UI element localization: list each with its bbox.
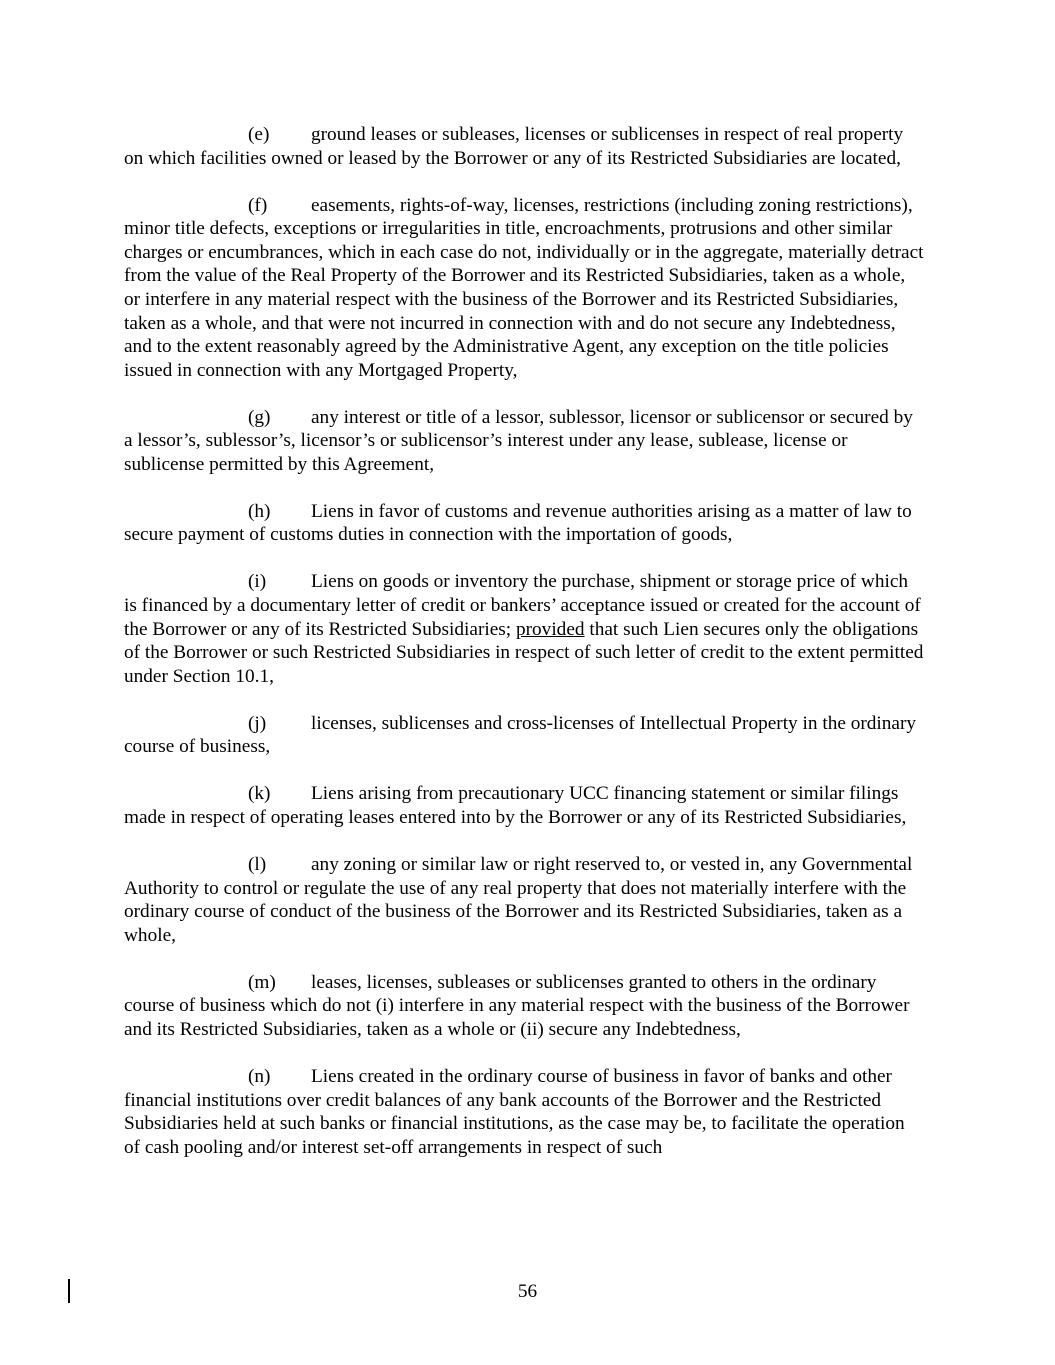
clause-i — [124, 570, 924, 688]
clause-marker: (n) — [248, 1065, 271, 1087]
clause-e — [124, 123, 924, 170]
clause-text: easements, rights-of-way, licenses, restrictions (including zoning restrictions), minor title defects, exceptions or irregularities in title, encroachments, protrusions and other similar charges or encumbrances, which in each case do not, individually or in the aggregate, materially detract from the value of the Real Property of the Borrower and its Restricted Subsidiaries, taken as a whole, or interfere in any material respect with the business of the Borrower and its Restricted Subsidiaries, taken as a whole, and that were not incurred in connection with and do not secure any Indebtedness, and to the extent reasonably agreed by the Administrative Agent, any exception on the title policies issued in connection with any Mortgaged Property, — [124, 194, 924, 381]
clause-text: any interest or title of a lessor, sublessor, licensor or sublicensor or secured by a lessor’s, sublessor’s, licensor’s or sublicensor’s interest under any lease, sublease, license or sublicense permitted by this Agreement, — [124, 406, 913, 475]
clause-text: Liens in favor of customs and revenue authorities arising as a matter of law to secure payment of customs duties in connection with the importation of goods, — [124, 500, 912, 546]
document-body — [124, 123, 924, 1183]
clause-marker: (j) — [248, 712, 267, 734]
clause-marker: (i) — [248, 571, 267, 593]
page-number: 56 — [517, 1281, 538, 1302]
clause-k — [124, 782, 924, 829]
clause-marker: (m) — [248, 971, 276, 993]
clause-text: any zoning or similar law or right reserved to, or vested in, any Governmental Authority to control or regulate the use of any real property that does not materially interfere with the ordinary course of conduct of the business of the Borrower and its Restricted Subsidiaries, taken as a whole, — [124, 853, 913, 946]
provided-underlined-term: provided — [515, 618, 585, 640]
clause-text: ground leases or subleases, licenses or sublicenses in respect of real property on which facilities owned or leased by the Borrower or any of its Restricted Subsidiaries are located, — [124, 124, 904, 169]
clause-n — [124, 1065, 924, 1159]
clause-f — [124, 194, 924, 383]
clause-text-after: that such Lien secures only the obligations of the Borrower or such Restricted Subsidiaries in respect of such letter of credit to the extent permitted under Section 10.1, — [124, 618, 924, 687]
clause-m — [124, 971, 924, 1042]
clause-marker: (l) — [248, 853, 267, 875]
clause-h — [124, 500, 924, 547]
clause-marker: (e) — [248, 124, 270, 145]
clause-j — [124, 712, 924, 759]
clause-marker: (f) — [248, 194, 268, 216]
clause-marker: (k) — [248, 783, 271, 805]
clause-text-before: Liens on goods or inventory the purchase, shipment or storage price of which is financed by a documentary letter of credit or bankers’ acceptance issued or created for the account of the Borrower or any of its Restricted Subsidiaries; — [124, 571, 921, 640]
clause-text: Liens created in the ordinary course of business in favor of banks and other financial institutions over credit balances of any bank accounts of the Borrower and the Restricted Subsidiaries held at such banks or financial institutions, as the case may be, to facilitate the operation of cash pooling and/or interest set-off arrangements in respect of such — [124, 1065, 905, 1158]
clause-l — [124, 853, 924, 947]
clause-g — [124, 406, 924, 477]
clause-marker: (g) — [248, 406, 271, 428]
clause-text: licenses, sublicenses and cross-licenses of Intellectual Property in the ordinary course of business, — [124, 712, 917, 758]
clause-text: Liens arising from precautionary UCC financing statement or similar filings made in respect of operating leases entered into by the Borrower or any of its Restricted Subsidiaries, — [124, 783, 907, 828]
clause-text: leases, licenses, subleases or sublicenses granted to others in the ordinary course of business which do not (i) interfere in any material respect with the business of the Borrower and its Restricted Subsidiaries, taken as a whole or (ii) secure any Indebtedness, — [124, 971, 910, 1040]
clause-marker: (h) — [248, 500, 271, 522]
